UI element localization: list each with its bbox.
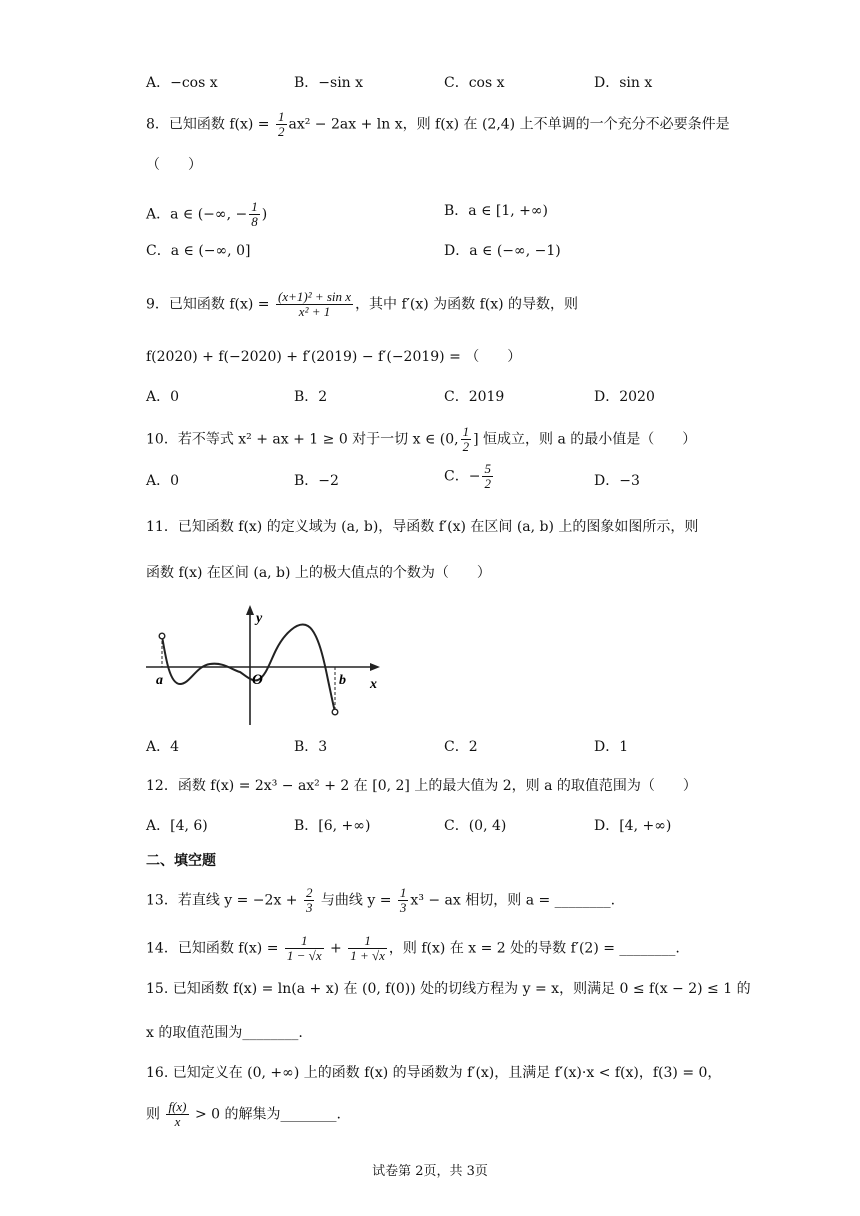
q11-stem-line1: 11．已知函数 f(x) 的定义域为 (a, b)，导函数 f′(x) 在区间 (a, b) 上的图象如图所示，则 bbox=[146, 519, 699, 535]
q10-option-d: D．−3 bbox=[594, 473, 640, 489]
q8-option-d: D．a ∈ (−∞, −1) bbox=[444, 243, 561, 259]
page-footer: 试卷第 2页，共 3页 bbox=[372, 1164, 488, 1179]
x-axis-arrow bbox=[370, 663, 380, 671]
q11-stem-line2: 函数 f(x) 在区间 (a, b) 上的极大值点的个数为（ ） bbox=[146, 565, 491, 581]
section-title-fill-in: 二、填空题 bbox=[146, 853, 216, 869]
a-label: a bbox=[156, 673, 163, 688]
q12-option-c: C．(0, 4) bbox=[444, 818, 507, 834]
q9-expression: f(2020) + f(−2020) + f′(2019) − f′(−2019) = （ ） bbox=[146, 349, 522, 365]
q9-fraction: $\frac{\text{(x+1)² + sin x}}{\text{x² + 1}}$ bbox=[278, 289, 352, 319]
q7-option-d: D．sin x bbox=[594, 75, 653, 91]
q8-stem: 8．已知函数 f(x) = $\frac{1}{2}$ ax² − 2ax + ln x，则 f(x) 在 (2,4) 上不单调的一个充分不必要条件是 bbox=[146, 109, 730, 139]
origin-label: O bbox=[252, 672, 263, 688]
q7-option-c: C．cos x bbox=[444, 75, 505, 91]
y-axis-arrow bbox=[246, 605, 254, 615]
q12-option-a: A．[4, 6) bbox=[146, 818, 208, 834]
q8-option-c: C．a ∈ (−∞, 0] bbox=[146, 243, 251, 259]
q16-stem-line2: 则 $\frac{f(x)}{x}$ > 0 的解集为________. bbox=[146, 1099, 341, 1129]
open-dot-b bbox=[332, 709, 338, 715]
x-label: x bbox=[370, 677, 377, 692]
q12-stem: 12．函数 f(x) = 2x³ − ax² + 2 在 [0, 2] 上的最大值为 2，则 a 的取值范围为（ ） bbox=[146, 778, 697, 794]
q11-option-a: A．4 bbox=[146, 739, 180, 755]
q7-option-a: A．−cos x bbox=[146, 75, 218, 91]
q9-option-a: A．0 bbox=[146, 389, 180, 405]
q9-option-c: C．2019 bbox=[444, 389, 505, 405]
q7-option-b: B．−sin x bbox=[294, 75, 364, 91]
q8-paren: （ ） bbox=[146, 157, 202, 173]
q11-option-c: C．2 bbox=[444, 739, 478, 755]
q10-option-a: A．0 bbox=[146, 473, 180, 489]
derivative-curve bbox=[162, 625, 335, 712]
open-dot-a bbox=[159, 633, 165, 639]
q13-stem: 13．若直线 y = −2x + $\frac{2}{3}$ 与曲线 y = $\frac{1}{3}$ x³ − ax 相切，则 a = ________. bbox=[146, 885, 616, 915]
q8-frac-half: $\frac{1}{2}$ bbox=[278, 109, 285, 139]
q10-stem: 10．若不等式 x² + ax + 1 ≥ 0 对于一切 x ∈ (0, $\frac{1}{2}$ ] 恒成立，则 a 的最小值是（ ） bbox=[146, 424, 697, 454]
q16-stem-line1: 16. 已知定义在 (0, +∞) 上的函数 f(x) 的导函数为 f′(x)，且满足 f′(x)·x < f(x)，f(3) = 0， bbox=[146, 1065, 722, 1081]
q9-option-d: D．2020 bbox=[594, 389, 655, 405]
q11-option-b: B．3 bbox=[294, 739, 328, 755]
b-label: b bbox=[339, 673, 346, 688]
q12-option-d: D．[4, +∞) bbox=[594, 818, 672, 834]
q14-stem: 14．已知函数 f(x) = $\frac{1}{1 - √x}$ + $\frac{1}{1 + √x}$ ，则 f(x) 在 x = 2 处的导数 f′(2) = ________. bbox=[146, 933, 680, 963]
y-label: y bbox=[256, 611, 263, 626]
q8-option-b: B．a ∈ [1, +∞) bbox=[444, 203, 549, 219]
q8-option-a: A．a ∈ (−∞, − $\frac{1}{8}$ ) bbox=[146, 199, 268, 229]
q9-option-b: B．2 bbox=[294, 389, 328, 405]
q10-option-b: B．−2 bbox=[294, 473, 339, 489]
q12-option-b: B．[6, +∞) bbox=[294, 818, 371, 834]
q15-stem-line2: x 的取值范围为________. bbox=[146, 1025, 303, 1041]
q15-stem-line1: 15. 已知函数 f(x) = ln(a + x) 在 (0, f(0)) 处的切线方程为 y = x，则满足 0 ≤ f(x − 2) ≤ 1 的 bbox=[146, 981, 751, 997]
derivative-graph bbox=[140, 600, 390, 730]
q10-option-c: C．− $\frac{5}{2}$ bbox=[444, 461, 491, 491]
q9-stem: 9．已知函数 f(x) = $\frac{\text{(x+1)² + sin x}}{\text{x² + 1}}$ ，其中 f′(x) 为函数 f(x) 的导数，则 bbox=[146, 289, 579, 319]
q11-option-d: D．1 bbox=[594, 739, 629, 755]
